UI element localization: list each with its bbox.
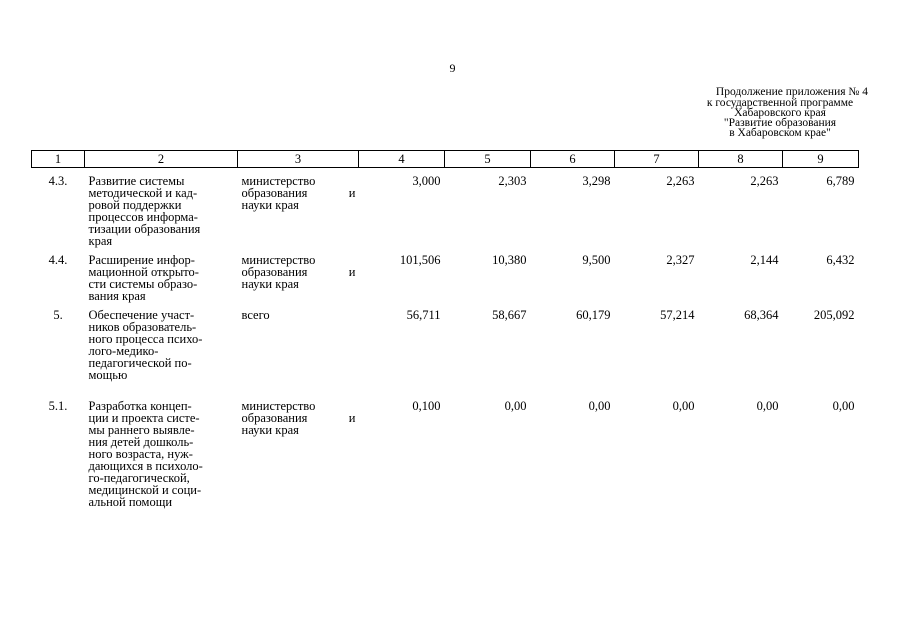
name-line: ников образователь- xyxy=(88,320,197,334)
value-cell: 57,214 xyxy=(660,308,695,322)
row-name xyxy=(85,168,238,248)
column-header: 3 xyxy=(238,151,359,168)
value-cell: 6,432 xyxy=(826,253,855,267)
resp-line: науки края xyxy=(241,277,299,291)
resp-word: образования xyxy=(241,411,308,425)
value-cell: 58,667 xyxy=(492,308,527,322)
column-header: 5 xyxy=(445,151,531,168)
column-header: 9 xyxy=(783,151,859,168)
row-name xyxy=(85,247,238,302)
name-line: Расширение инфор- xyxy=(88,253,195,267)
name-line: ния детей дошколь- xyxy=(88,435,194,449)
resp-line: всего xyxy=(241,308,270,322)
resp-word: образования xyxy=(241,265,308,279)
value-cell: 0,100 xyxy=(412,399,441,413)
name-line: ровой поддержки xyxy=(88,198,182,212)
name-line: сти системы образо- xyxy=(88,277,198,291)
value-cell: 0,00 xyxy=(672,399,695,413)
row-responsible xyxy=(238,302,359,381)
value-cell: 0,00 xyxy=(832,399,855,413)
value-cell: 3,000 xyxy=(412,174,441,188)
value-cell: 60,179 xyxy=(576,308,611,322)
column-header: 1 xyxy=(32,151,85,168)
row-index: 4.4. xyxy=(48,253,68,267)
row-index: 5.1. xyxy=(48,399,68,413)
resp-line: науки края xyxy=(241,198,299,212)
row-responsible xyxy=(238,247,359,302)
appendix-caption xyxy=(680,86,880,138)
row-index: 5. xyxy=(53,308,63,322)
caption-line: "Развитие образования xyxy=(723,117,837,129)
name-line: медицинской и соци- xyxy=(88,483,202,497)
value-cell: 9,500 xyxy=(582,253,611,267)
value-cell: 0,00 xyxy=(588,399,611,413)
caption-line: к государственной программе xyxy=(706,97,854,109)
name-line: альной помощи xyxy=(88,495,173,509)
column-header: 2 xyxy=(85,151,238,168)
name-line: тизации образования xyxy=(88,222,201,236)
resp-line: министерство xyxy=(241,253,316,267)
name-line: дающихся в психоло- xyxy=(88,459,203,473)
column-header: 7 xyxy=(615,151,699,168)
name-line: вания края xyxy=(88,289,146,303)
column-header: 6 xyxy=(531,151,615,168)
caption-line: Продолжение приложения № 4 xyxy=(715,86,868,98)
name-line: ного возраста, нуж- xyxy=(88,447,193,461)
name-line: края xyxy=(88,234,113,248)
value-cell: 10,380 xyxy=(492,253,527,267)
value-cell: 0,00 xyxy=(756,399,779,413)
value-cell: 2,144 xyxy=(750,253,779,267)
value-cell: 56,711 xyxy=(406,308,441,322)
page-number: 9 xyxy=(449,61,456,75)
name-line: ции и проекта систе- xyxy=(88,411,200,425)
resp-conjunction: и xyxy=(348,265,356,279)
column-header: 4 xyxy=(359,151,445,168)
row-name xyxy=(85,302,238,381)
resp-line: науки края xyxy=(241,423,299,437)
name-line: мы раннего выявле- xyxy=(88,423,195,437)
name-line: педагогической по- xyxy=(88,356,192,370)
table-row xyxy=(32,168,859,248)
value-cell: 0,00 xyxy=(504,399,527,413)
name-line: мощью xyxy=(88,368,128,382)
column-header: 8 xyxy=(699,151,783,168)
name-line: ного процесса психо- xyxy=(88,332,203,346)
value-cell: 205,092 xyxy=(813,308,855,322)
value-cell: 68,364 xyxy=(744,308,779,322)
resp-word: образования xyxy=(241,186,308,200)
value-cell: 2,263 xyxy=(666,174,695,188)
row-index: 4.3. xyxy=(48,174,68,188)
name-line: мационной открыто- xyxy=(88,265,199,279)
name-line: Разработка концеп- xyxy=(88,399,192,413)
resp-conjunction: и xyxy=(348,186,356,200)
resp-line: министерство xyxy=(241,399,316,413)
table-row xyxy=(32,302,859,381)
value-cell: 2,327 xyxy=(666,253,695,267)
caption-line: в Хабаровском крае" xyxy=(729,127,831,139)
table-row xyxy=(32,381,859,508)
value-cell: 101,506 xyxy=(399,253,441,267)
row-name xyxy=(85,381,238,508)
table-header-row xyxy=(32,151,859,168)
row-responsible xyxy=(238,381,359,508)
resp-line: министерство xyxy=(241,174,316,188)
row-responsible xyxy=(238,168,359,248)
resp-conjunction: и xyxy=(348,411,356,425)
value-cell: 3,298 xyxy=(582,174,611,188)
name-line: методической и кад- xyxy=(88,186,198,200)
program-table xyxy=(31,150,859,508)
value-cell: 2,303 xyxy=(498,174,527,188)
name-line: го-педагогической, xyxy=(88,471,190,485)
name-line: лого-медико- xyxy=(88,344,159,358)
caption-line: Хабаровского края xyxy=(734,107,826,119)
value-cell: 2,263 xyxy=(750,174,779,188)
name-line: процессов информа- xyxy=(88,210,198,224)
name-line: Обеспечение участ- xyxy=(88,308,195,322)
value-cell: 6,789 xyxy=(826,174,855,188)
table-row xyxy=(32,247,859,302)
name-line: Развитие системы xyxy=(88,174,185,188)
